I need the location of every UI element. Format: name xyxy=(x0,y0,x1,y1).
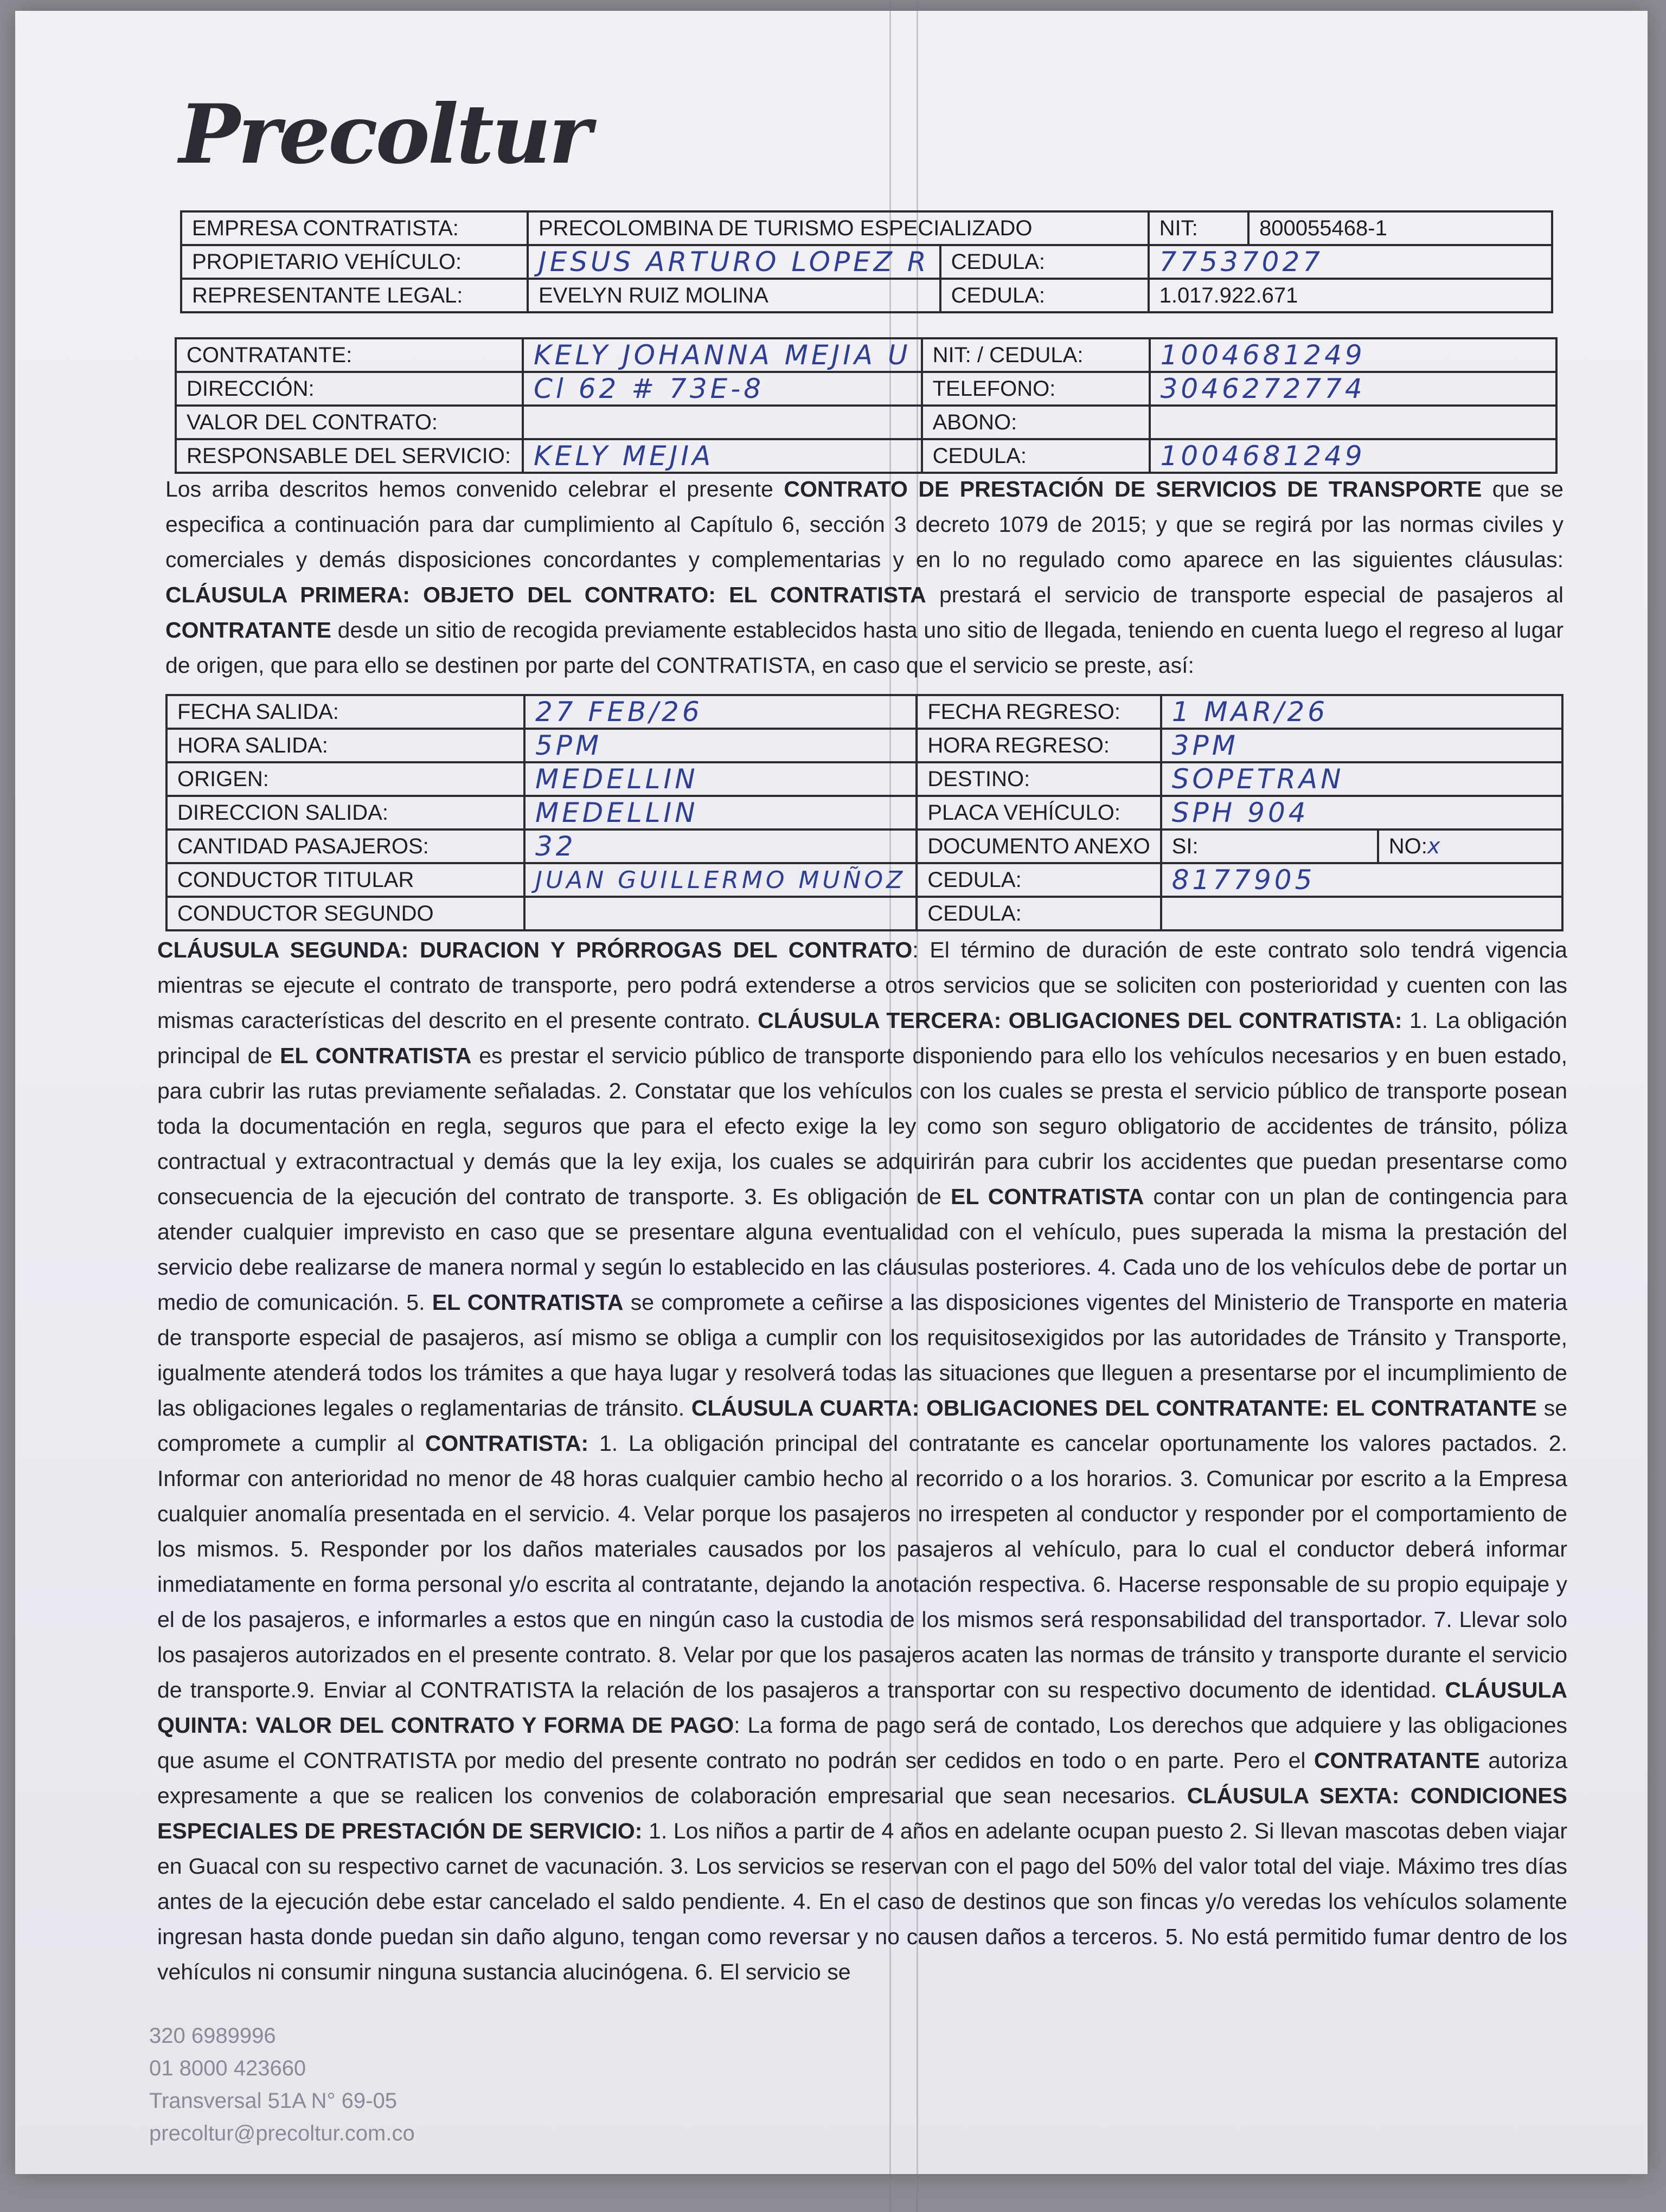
intro-bold: CONTRATO DE PRESTACIÓN DE SERVICIOS DE TRANSPORTE xyxy=(784,477,1482,501)
clause-bold: CONTRATANTE xyxy=(1313,1748,1480,1773)
direccion-salida-value: MEDELLIN xyxy=(524,796,917,829)
si-label: SI: xyxy=(1161,829,1378,863)
no-mark: x xyxy=(1427,834,1444,859)
pasajeros-value: 32 xyxy=(524,829,917,863)
fecha-salida-label: FECHA SALIDA: xyxy=(166,695,524,729)
clause-text: 1. La obligación principal de xyxy=(157,1008,1567,1068)
clause-bold: EL CONTRATISTA xyxy=(951,1184,1144,1209)
phone-number: 01 8000 423660 xyxy=(149,2056,306,2080)
clauses-paragraph xyxy=(157,933,1567,1990)
cedula-label: CEDULA: xyxy=(940,245,1149,279)
origen-value: MEDELLIN xyxy=(524,762,917,796)
intro-bold: CONTRATANTE xyxy=(165,618,331,642)
client-info-table xyxy=(175,337,1558,474)
clause-text: : La forma de pago será de contado, Los derechos que adquiere y las obligaciones que asume el CONTRATISTA por medio del presente contrato no podrán ser cedidos en todo o en parte. Pero el xyxy=(157,1713,1567,1773)
conductor-value: JUAN GUILLERMO MUÑOZ xyxy=(524,863,917,897)
nit-value: 800055468-1 xyxy=(1248,211,1552,245)
clause-heading: CLÁUSULA SEGUNDA: DURACION Y PRÓRROGAS DEL CONTRATO xyxy=(157,937,913,962)
clause-heading: CLÁUSULA QUINTA: VALOR DEL CONTRATO Y FORMA DE PAGO xyxy=(157,1677,1567,1738)
telefono-value: 3046272774 xyxy=(1150,372,1556,406)
destino-value: SOPETRAN xyxy=(1161,762,1562,796)
contratante-value: KELY JOHANNA MEJIA U xyxy=(523,338,922,372)
propietario-label: PROPIETARIO VEHÍCULO: xyxy=(181,245,528,279)
nit-label: NIT: xyxy=(1149,211,1248,245)
clause-heading: CLÁUSULA PRIMERA: OBJETO DEL CONTRATO: EL CONTRATISTA xyxy=(165,582,926,607)
cedula-conductor2-value xyxy=(1161,897,1562,930)
telefono-label: TELEFONO: xyxy=(922,372,1150,406)
direccion-label: DIRECCIÓN: xyxy=(176,372,523,406)
email: precoltur@precoltur.com.co xyxy=(149,2121,415,2145)
nit-cedula-value: 1004681249 xyxy=(1150,338,1556,372)
clause-text: 1. Los niños a partir de 4 años en adelante ocupan puesto 2. Si llevan mascotas deben viajar en Guacal con su respectivo carnet de vacunación. 3. Los servicios se reservan con el pago del 50% del valor total del viaje. Máximo tres días antes de la ejecución debe estar cancelado el saldo pendiente. 4. En el caso de destinos que son fincas y/o veredas los vehículos solamente ingresan hasta donde puedan sin daño alguno, tengan como reversar y no causen daños a terceros. 5. No está permitido fumar dentro de los vehículos ni consumir ninguna sustancia alucinógena. 6. El servicio se xyxy=(157,1818,1568,1984)
placa-label: PLACA VEHÍCULO: xyxy=(917,796,1161,829)
cedula-conductor-value: 8177905 xyxy=(1161,863,1562,897)
cedula-value: 1.017.922.671 xyxy=(1149,279,1552,312)
fecha-salida-value: 27 FEB/26 xyxy=(524,695,917,729)
clause-text: : El término de duración de este contrato solo tendrá vigencia mientras se ejecute el contrato de transporte, pero podrá extenderse a otros servicios que se soliciten con posterioridad y cuenten con las mismas características del descrito en el presente contrato. xyxy=(157,937,1567,1033)
hora-salida-value: 5PM xyxy=(524,729,917,762)
destino-label: DESTINO: xyxy=(917,762,1161,796)
empresa-label: EMPRESA CONTRATISTA: xyxy=(181,211,528,245)
conductor-segundo-value xyxy=(524,897,917,930)
empresa-value: PRECOLOMBINA DE TURISMO ESPECIALIZADO xyxy=(528,211,1149,245)
cedula-value: 1004681249 xyxy=(1150,439,1556,473)
contratante-label: CONTRATANTE: xyxy=(176,338,523,372)
pasajeros-label: CANTIDAD PASAJEROS: xyxy=(166,829,524,863)
intro-paragraph xyxy=(165,472,1564,683)
placa-value: SPH 904 xyxy=(1161,796,1562,829)
cedula-conductor-label: CEDULA: xyxy=(917,863,1161,897)
clause-text: autoriza expresamente a que se realicen los convenios de colaboración empresarial que sean necesarios. xyxy=(157,1748,1567,1808)
conductor-segundo-label: CONDUCTOR SEGUNDO xyxy=(166,897,524,930)
representante-label: REPRESENTANTE LEGAL: xyxy=(181,279,528,312)
abono-value xyxy=(1150,406,1556,439)
abono-label: ABONO: xyxy=(922,406,1150,439)
origen-label: ORIGEN: xyxy=(166,762,524,796)
hora-regreso-value: 3PM xyxy=(1161,729,1562,762)
phone-number: 320 6989996 xyxy=(149,2024,276,2048)
direccion-salida-label: DIRECCION SALIDA: xyxy=(166,796,524,829)
direccion-value: Cl 62 # 73E-8 xyxy=(523,372,922,406)
clause-heading: CLÁUSULA TERCERA: OBLIGACIONES DEL CONTRATISTA: xyxy=(758,1008,1402,1033)
valor-contrato-label: VALOR DEL CONTRATO: xyxy=(176,406,523,439)
fecha-regreso-value: 1 MAR/26 xyxy=(1161,695,1562,729)
documento-anexo-label: DOCUMENTO ANEXO xyxy=(917,829,1161,863)
cedula-value: 77537027 xyxy=(1149,245,1552,279)
clause-text: 1. La obligación principal del contratante es cancelar oportunamente los valores pactados. 2. Informar con anterioridad no menor de 48 horas cualquier cambio hecho al recorrido o a los horarios. 3. Comunicar por escrito a la Empresa cualquier anomalía presentada en el servicio. 4. Velar porque los pasajeros no irrespeten al conductor y responder por el comportamiento de los mismos. 5. Responder por los daños materiales causados por los pasajeros al vehículo, para lo cual el conductor deberá informar inmediatamente en forma personal y/o escrita al contratante, dejando la anotación respectiva. 6. Hacerse responsable de su propio equipaje y el de los pasajeros, e informarles a estos que en ningún caso la custodia de los mismos será responsabilidad del transportador. 7. Llevar solo los pasajeros autorizados en el presente contrato. 8. Velar por que los pasajeros acaten las normas de tránsito y transporte durante el servicio de transporte.9. Enviar al CONTRATISTA la relación de los pasajeros a transportar con su respectivo documento de identidad. xyxy=(157,1431,1567,1702)
responsable-value: KELY MEJIA xyxy=(523,439,922,473)
clause-text: es prestar el servicio público de transporte disponiendo para ello los vehículos necesarios y en buen estado, para cubrir las rutas previamente señaladas. 2. Constatar que los vehículos con los cuales se presta el servicio público de transporte posean toda la documentación en regla, seguros que para el efecto exige la ley como son seguro obligatorio de accidentes de tránsito, póliza contractual y extracontractual y demás que la ley exija, los cuales se adquirirán para cubrir los accidentes que puedan presentarse como consecuencia de la ejecución del contrato de transporte. 3. Es obligación de xyxy=(157,1043,1567,1209)
nit-cedula-label: NIT: / CEDULA: xyxy=(922,338,1150,372)
cedula-label: CEDULA: xyxy=(940,279,1149,312)
contact-footer xyxy=(149,2020,415,2150)
clause-heading: CLÁUSULA SEXTA: CONDICIONES ESPECIALES DE PRESTACIÓN DE SERVICIO: xyxy=(157,1783,1567,1843)
intro-text: que se especifica a continuación para dar cumplimiento al Capítulo 6, sección 3 decreto 1079 de 2015; y que se regirá por las normas civiles y comerciales y demás disposiciones concordantes y complementarias y en lo no regulado como aparece en las siguientes cláusulas: xyxy=(165,477,1564,572)
conductor-label: CONDUCTOR TITULAR xyxy=(166,863,524,897)
company-info-table xyxy=(180,210,1553,313)
responsable-label: RESPONSABLE DEL SERVICIO: xyxy=(176,439,523,473)
address: Transversal 51A N° 69-05 xyxy=(149,2089,397,2113)
hora-regreso-label: HORA REGRESO: xyxy=(917,729,1161,762)
clause-text: contar con un plan de contingencia para atender cualquier imprevisto en caso que se presentare alguna eventualidad con el vehículo, pues superada la misma la prestación del servicio debe realizarse de manera normal y según lo establecido en las cláusulas posteriores. 4. Cada uno de los vehículos debe de portar un medio de comunicación. 5. xyxy=(157,1184,1568,1315)
propietario-value: JESUS ARTURO LOPEZ R xyxy=(528,245,940,279)
intro-text: Los arriba descritos hemos convenido celebrar el presente xyxy=(165,477,784,501)
intro-text: prestará el servicio de transporte especial de pasajeros al xyxy=(926,582,1564,607)
hora-salida-label: HORA SALIDA: xyxy=(166,729,524,762)
clause-bold: CONTRATISTA: xyxy=(425,1431,589,1456)
representante-value: EVELYN RUIZ MOLINA xyxy=(528,279,940,312)
fecha-regreso-label: FECHA REGRESO: xyxy=(917,695,1161,729)
clause-bold: EL CONTRATISTA xyxy=(432,1290,624,1315)
clause-text: se compromete a ceñirse a las disposiciones vigentes del Ministerio de Transporte en materia de transporte especial de pasajeros, así mismo se obliga a cumplir con los requisitosexigidos por las autoridades de Tránsito y Transporte, igualmente atenderá todos los trámites a que haya lugar y resolverá todas las situaciones que lleguen a presentarse por el incumplimiento de las obligaciones legales o reglamentarias de tránsito. xyxy=(157,1290,1568,1420)
cedula-conductor2-label: CEDULA: xyxy=(917,897,1161,930)
intro-text: desde un sitio de recogida previamente establecidos hasta uno sitio de llegada, teniendo en cuenta luego el regreso al lugar de origen, que para ello se destinen por parte del CONTRATISTA, en caso que el servicio se preste, así: xyxy=(165,618,1564,678)
valor-contrato-value xyxy=(523,406,922,439)
no-option xyxy=(1378,829,1562,863)
clause-heading: CLÁUSULA CUARTA: OBLIGACIONES DEL CONTRATANTE: EL CONTRATANTE xyxy=(691,1396,1537,1420)
company-logo: Precoltur xyxy=(179,87,589,182)
trip-details-table xyxy=(165,694,1564,931)
no-label: NO: xyxy=(1388,834,1427,858)
clause-text: se compromete a cumplir al xyxy=(157,1396,1568,1456)
clause-bold: EL CONTRATISTA xyxy=(280,1043,472,1068)
cedula-label: CEDULA: xyxy=(922,439,1150,473)
